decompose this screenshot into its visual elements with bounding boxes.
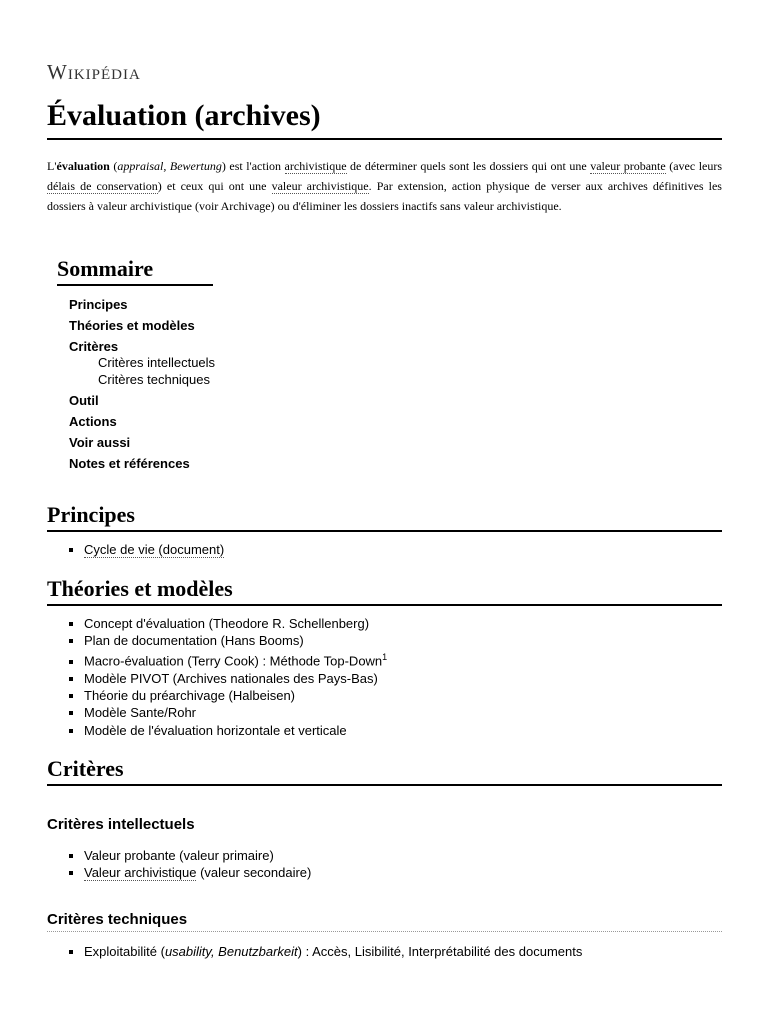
- list-item: ▪ Théorie du préarchivage (Halbeisen): [84, 687, 387, 704]
- list-item-text: ) : Accès, Lisibilité, Interprétabilité des documents: [297, 944, 583, 959]
- list-item: ▪ Modèle de l'évaluation horizontale et verticale: [84, 722, 387, 739]
- toc-item-theories[interactable]: Théories et modèles: [69, 318, 195, 333]
- intellectuels-list: [67, 847, 311, 881]
- list-item: ▪ Modèle Sante/Rohr: [84, 704, 387, 721]
- section-heading-criteres: Critères: [47, 755, 722, 786]
- list-item: [84, 649, 387, 670]
- subsection-heading-techniques: Critères techniques: [47, 909, 722, 932]
- subsection-heading-intellectuels: Critères intellectuels: [47, 816, 195, 833]
- intro-term: évaluation: [56, 159, 110, 173]
- theories-list: [67, 615, 387, 739]
- intro-paragraph: [47, 156, 722, 216]
- list-item-text: Exploitabilité (: [84, 944, 165, 959]
- toc-subitem-techniques[interactable]: Critères techniques: [98, 372, 210, 387]
- toc-item-principes[interactable]: Principes: [69, 297, 128, 312]
- page-title: Évaluation (archives): [47, 96, 722, 140]
- list-item: ▪ Concept d'évaluation (Theodore R. Schellenberg): [84, 615, 387, 632]
- list-item: [84, 864, 311, 881]
- toc-title: Sommaire: [57, 255, 213, 286]
- link-delais-conservation[interactable]: délais de conservation: [47, 179, 158, 193]
- intro-paren: (: [109, 159, 118, 173]
- section-heading-theories: Théories et modèles: [47, 575, 722, 606]
- table-of-contents: [57, 255, 357, 474]
- list-item-text: Macro-évaluation (Terry Cook) : Méthode Top-Down: [84, 653, 383, 669]
- intro-text-1: ) est l'action: [221, 159, 285, 173]
- toc-item-criteres-label[interactable]: Critères: [69, 339, 119, 354]
- principes-list: [67, 541, 224, 558]
- toc-sublist: [98, 354, 357, 388]
- intro-text-5: . Par extension, action physique de verser aux archives définitives les dossiers à valeur archivistique (voir Archivage) ou d'éliminer les dossiers inactifs sans valeur archivistique.: [47, 179, 722, 213]
- toc-subitem-intellectuels[interactable]: Critères intellectuels: [98, 355, 216, 370]
- intro-l: L': [47, 159, 57, 173]
- toc-list: [69, 294, 357, 474]
- toc-item-outil[interactable]: Outil: [69, 393, 99, 408]
- intro-term-italic: appraisal, Bewertung: [117, 159, 222, 173]
- link-cycle-de-vie[interactable]: Cycle de vie (document): [84, 542, 225, 557]
- link-archivistique[interactable]: archivistique: [284, 159, 347, 173]
- link-valeur-archivistique[interactable]: valeur archivistique: [271, 179, 369, 193]
- list-item: [84, 943, 582, 960]
- toc-item-notes[interactable]: Notes et références: [69, 456, 190, 471]
- list-item-text: (valeur secondaire): [196, 865, 312, 881]
- intro-text-4: ) et ceux qui ont une: [157, 179, 272, 193]
- intro-text-3: (avec leurs: [665, 159, 723, 173]
- techniques-list: [67, 943, 582, 960]
- list-item: ▪ Modèle PIVOT (Archives nationales des Pays-Bas): [84, 670, 387, 687]
- list-item: [84, 541, 224, 558]
- section-heading-principes: Principes: [47, 501, 722, 532]
- link-valeur-archivistique-2[interactable]: Valeur archivistique: [84, 865, 197, 881]
- wikipedia-logo[interactable]: Wikipédia: [47, 60, 141, 84]
- list-item-italic: usability, Benutzbarkeit: [164, 944, 298, 959]
- list-item: ▪ Valeur probante (valeur primaire): [84, 847, 311, 864]
- toc-item-voir-aussi[interactable]: Voir aussi: [69, 435, 131, 450]
- intro-text-2: de déterminer quels sont les dossiers qui ont une: [346, 159, 591, 173]
- footnote-ref[interactable]: 1: [382, 652, 388, 663]
- list-item: ▪ Plan de documentation (Hans Booms): [84, 632, 387, 649]
- link-valeur-probante[interactable]: valeur probante: [590, 159, 666, 173]
- toc-item-actions[interactable]: Actions: [69, 414, 117, 429]
- toc-item-criteres: [69, 336, 357, 388]
